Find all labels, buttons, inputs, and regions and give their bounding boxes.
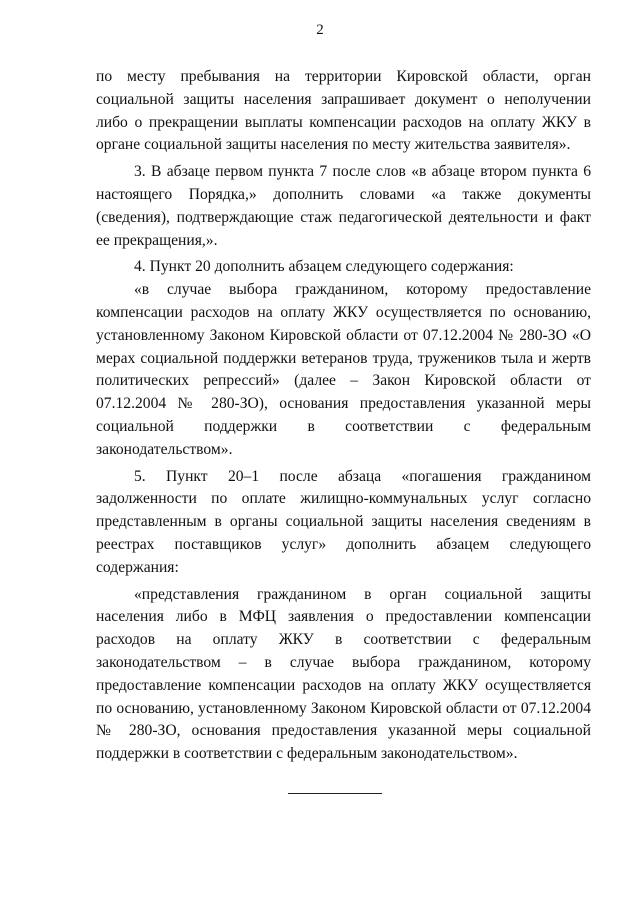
paragraph-item-4-quote: «в случае выбора гражданином, которому предоставление компенсации расходов на оплату ЖКУ осуществляется по основанию, установленному Законом Кировской области от 07.12.2004 № 280-ЗО «О мерах социальной поддержки ветеранов труда, тружеников тыла и жертв политических репрессий» (далее – Закон Кировской области от 07.12.2004 № 280-ЗО), основания предоставления указанной меры социальной поддержки в соответствии с федеральным законодательством». xyxy=(96,281,591,458)
paragraph-continuation: по месту пребывания на территории Кировской области, орган социальной защиты населения запрашивает документ о неполучении либо о прекращении выплаты компенсации расходов на оплату ЖКУ в органе социальной защиты населения по месту жительства заявителя». xyxy=(96,68,591,154)
paragraph-item-4: 4. Пункт 20 дополнить абзацем следующего содержания: xyxy=(134,258,514,276)
document-body xyxy=(96,66,591,766)
end-separator-line xyxy=(288,793,382,794)
paragraph-item-5: 5. Пункт 20–1 после абзаца «погашения гражданином задолженности по оплате жилищно-коммунальных услуг согласно представленным в органы социальной защиты населения сведениям в реестрах поставщиков услуг» дополнить абзацем следующего содержания: xyxy=(96,467,591,576)
paragraph-item-5-quote: «представления гражданином в орган социальной защиты населения либо в МФЦ заявления о предоставлении компенсации расходов на оплату ЖКУ в соответствии с федеральным законодательством – в случае выбора гражданином, которому предоставление компенсации расходов на оплату ЖКУ осуществляется по основанию, установленному Законом Кировской области от 07.12.2004 № 280-ЗО, основания предоставления указанной меры социальной поддержки в соответствии с федеральным законодательством». xyxy=(96,585,591,763)
page-number: 2 xyxy=(316,22,324,38)
paragraph-item-3: 3. В абзаце первом пункта 7 после слов «в абзаце втором пункта 6 настоящего Порядка,» дополнить словами «а также документы (сведения), подтверждающие стаж педагогической деятельности и факт ее прекращения,». xyxy=(96,163,591,249)
